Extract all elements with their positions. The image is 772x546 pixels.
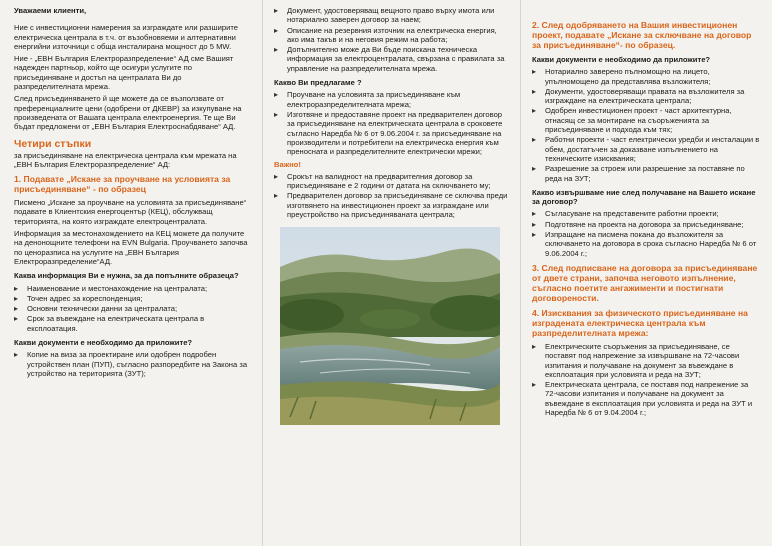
bullet-arrow-icon: ▸ [532,341,537,351]
bullet-arrow-icon: ▸ [532,230,537,240]
offer-question: Какво Ви предлагаме ? [274,78,362,88]
bullet-arrow-icon: ▸ [274,90,279,100]
list-item: ▸ Срокът на валидност на предварителния договор за присъединяване е 2 години от датата на сключването му; [274,171,491,191]
greeting: Уважаеми клиенти, [14,6,87,15]
column-middle [274,6,508,542]
list-item: ▸ Документи, удостоверяващи правата на възложителя за изграждане на електрическата централа; [532,86,745,106]
docs-list [14,350,250,378]
step3-title: 3. След подписване на договора за присъединяване от двете страни, започва неговото изпълнение, съгласно поетите ангажименти и постигнати договорености. [532,262,758,303]
list-item: ▸ Предварителен договор за присъединяване се сключва преди изготвянето на инвестиционен проект за изграждане или преустройство на присъединяваната централа; [274,191,508,219]
list-item: ▸ Съгласуване на представените работни проекти; [532,209,719,219]
after-list [532,209,760,257]
important-list [274,172,508,219]
offer-list [274,90,508,156]
bullet-arrow-icon: ▸ [274,45,279,55]
bullet-arrow-icon: ▸ [274,6,279,15]
four-steps-title: Четири стъпки [14,137,92,150]
fold-line [520,0,521,546]
list-item: ▸ Нотариално заверено пълномощно на лицето, упълномощено да представлява възложителя; [532,67,711,86]
bullet-arrow-icon: ▸ [274,171,279,181]
bullet-arrow-icon: ▸ [14,304,19,314]
bullet-arrow-icon: ▸ [14,293,19,303]
important-heading: Важно! [274,160,301,170]
four-steps-text: за присъединяване на електрическа централа към мрежата на „ЕВН България Електроразпределение“ АД: [14,150,237,169]
column-left [14,6,250,542]
step1-text: Писмено „Искане за проучване на условията за присъединяване“ подавате в Клиентския енергоцентър (КЕЦ), обслужващ територията, на която изграждате електроцентралата. [14,198,247,226]
list-item: ▸ Описание на резервния източник на електрическа енергия, ако има такъв и на неговия режим на работа; [274,25,497,44]
river-landscape-photo [280,227,500,425]
bullet-arrow-icon: ▸ [532,209,537,219]
list-item: ▸ Допълнително може да Ви бъде поискана техническа информация за електроцентралата, свързана с правилата за управление на разпределителната мрежа. [274,45,505,73]
bullet-arrow-icon: ▸ [532,135,537,145]
list-item: ▸ Електрическите съоръжения за присъединяване, се поставят под напрежение за извършване на 72-часови изпитания и получаване на документ за въвеждане в експлоатация при условията и реда на ЗУТ; [532,341,740,379]
intro-paragraph: След присъединяването й ще можете да се възползвате от преференциалните цени (одобрени от ДКЕВР) за изкупуване на произведената от Вашата централа електроенергия. Те ще Ви бъдат предложени от „ЕВН България Електроснабдяване“ АД. [14,94,242,132]
fold-line [262,0,263,546]
info-question: Каква информация Ви е нужна, за да попълните образеца? [14,271,239,281]
column-right [532,6,760,542]
list-item: ▸ Срок за въвеждане на електрическата централа в експлоатация. [14,314,205,333]
list-item: ▸ Наименование и местонахождение на централата; [14,283,208,293]
bullet-arrow-icon: ▸ [14,350,19,360]
bullet-arrow-icon: ▸ [532,164,537,174]
step2-title: 2. След одобряването на Вашия инвестиционен проект, подавате „Искане за сключване на договор за присъединяване“- по образец. [532,20,752,50]
list-item: ▸ Копие на виза за проектиране или одобрен подробен устройствен план (ПУП), съгласно разпоредбите на Закона за устройство на територията (ЗУТ); [14,350,248,378]
list-item: ▸ Одобрен инвестиционен проект - част архитектурна, отнасящ се за монтиране на съоръженията за присъединяване и подхода към тях; [532,106,732,135]
list-item: ▸ Документ, удостоверяващ вещното право върху имота или нотариално заверен договор за наем; [274,6,495,25]
after-question: Какво извършваме ние след получаване на Вашето искане за договор? [532,187,756,207]
intro-paragraph: Ние - „ЕВН България Електроразпределение“ АД сме Вашият надежден партньор, който ще осигури услугите по присъединяване и достъп на централата Ви до разпределителната мрежа. [14,54,234,92]
bullet-arrow-icon: ▸ [14,283,19,293]
bullet-arrow-icon: ▸ [14,314,19,324]
docs-list-continued [274,6,508,73]
bullet-arrow-icon: ▸ [532,219,537,229]
info-list [14,284,250,333]
list-item: ▸ Основни технически данни за централата; [14,304,178,314]
list-item: ▸ Проучване на условията за присъединяване към електроразпределителната мрежа; [274,90,461,109]
list-item: ▸ Изпращане на писмена покана до възложителя за сключването на договора в срока съгласно Наредба № 6 от 9.06.2004 г.; [532,230,757,258]
list-item: ▸ Разрешение за строеж или разрешение за поставяне по реда на ЗУТ; [532,164,745,183]
bullet-arrow-icon: ▸ [532,67,537,77]
intro-paragraph: Ние с инвестиционни намерения за изграждате или разширите електрическа централа в т.ч. от възобновяеми и алтернативни енергийни източници с обща инсталирана мощност до 5 MW. [14,23,238,51]
bullet-arrow-icon: ▸ [532,86,537,96]
list-item: ▸ Изготвяне и предоставяне проект на предварителен договор за присъединяване на електрическата централа в сроковете съгласно Наредба № 6 от 9.06.2004 г. за присъединяване на производители и потребители на електрическа енергия към преносната и разпределителните електрически мрежи; [274,109,503,157]
docs-question: Какви документи е необходимо да приложите? [14,338,193,348]
bullet-arrow-icon: ▸ [274,191,279,201]
step4-title: 4. Изисквания за физическото присъединяване на изградената електрическа централа към разпределителната мрежа: [532,307,748,338]
list-item: ▸ Работни проекти - част електрически уредби и инсталации в обем, достатъчен за доказване изпълнението на техническите изисквания; [532,135,760,163]
step1-title: 1. Подавате „Искане за проучване на условията за присъединяване“ - по образец [14,174,231,195]
step1-text: Информация за местонахождението на КЕЦ можете да получите на денонощните телефони на EVN Bulgaria. Проучването започва по ценоразписа на услугите на „ЕВН България Електроразпределение“АД. [14,229,248,266]
bullet-arrow-icon: ▸ [532,380,537,390]
docs-list [532,67,760,183]
list-item: ▸ Подготвяне на проекта на договора за присъединяване; [532,219,744,229]
bullet-arrow-icon: ▸ [274,109,279,119]
list-item: ▸ Точен адрес за кореспонденция; [14,293,143,303]
docs-question: Какви документи е необходимо да приложите? [532,55,711,64]
bullet-arrow-icon: ▸ [274,25,279,35]
requirements-list [532,342,760,417]
list-item: ▸ Електрическата централа, се поставя под напрежение за 72-часови изпитания и получаване на документ за въвеждане в експлоатация при условията и реда на ЗУТ и Наредба № 6 от 9.04.2004 г.; [532,380,753,418]
bullet-arrow-icon: ▸ [532,106,537,116]
river-landscape-illustration [280,227,500,425]
